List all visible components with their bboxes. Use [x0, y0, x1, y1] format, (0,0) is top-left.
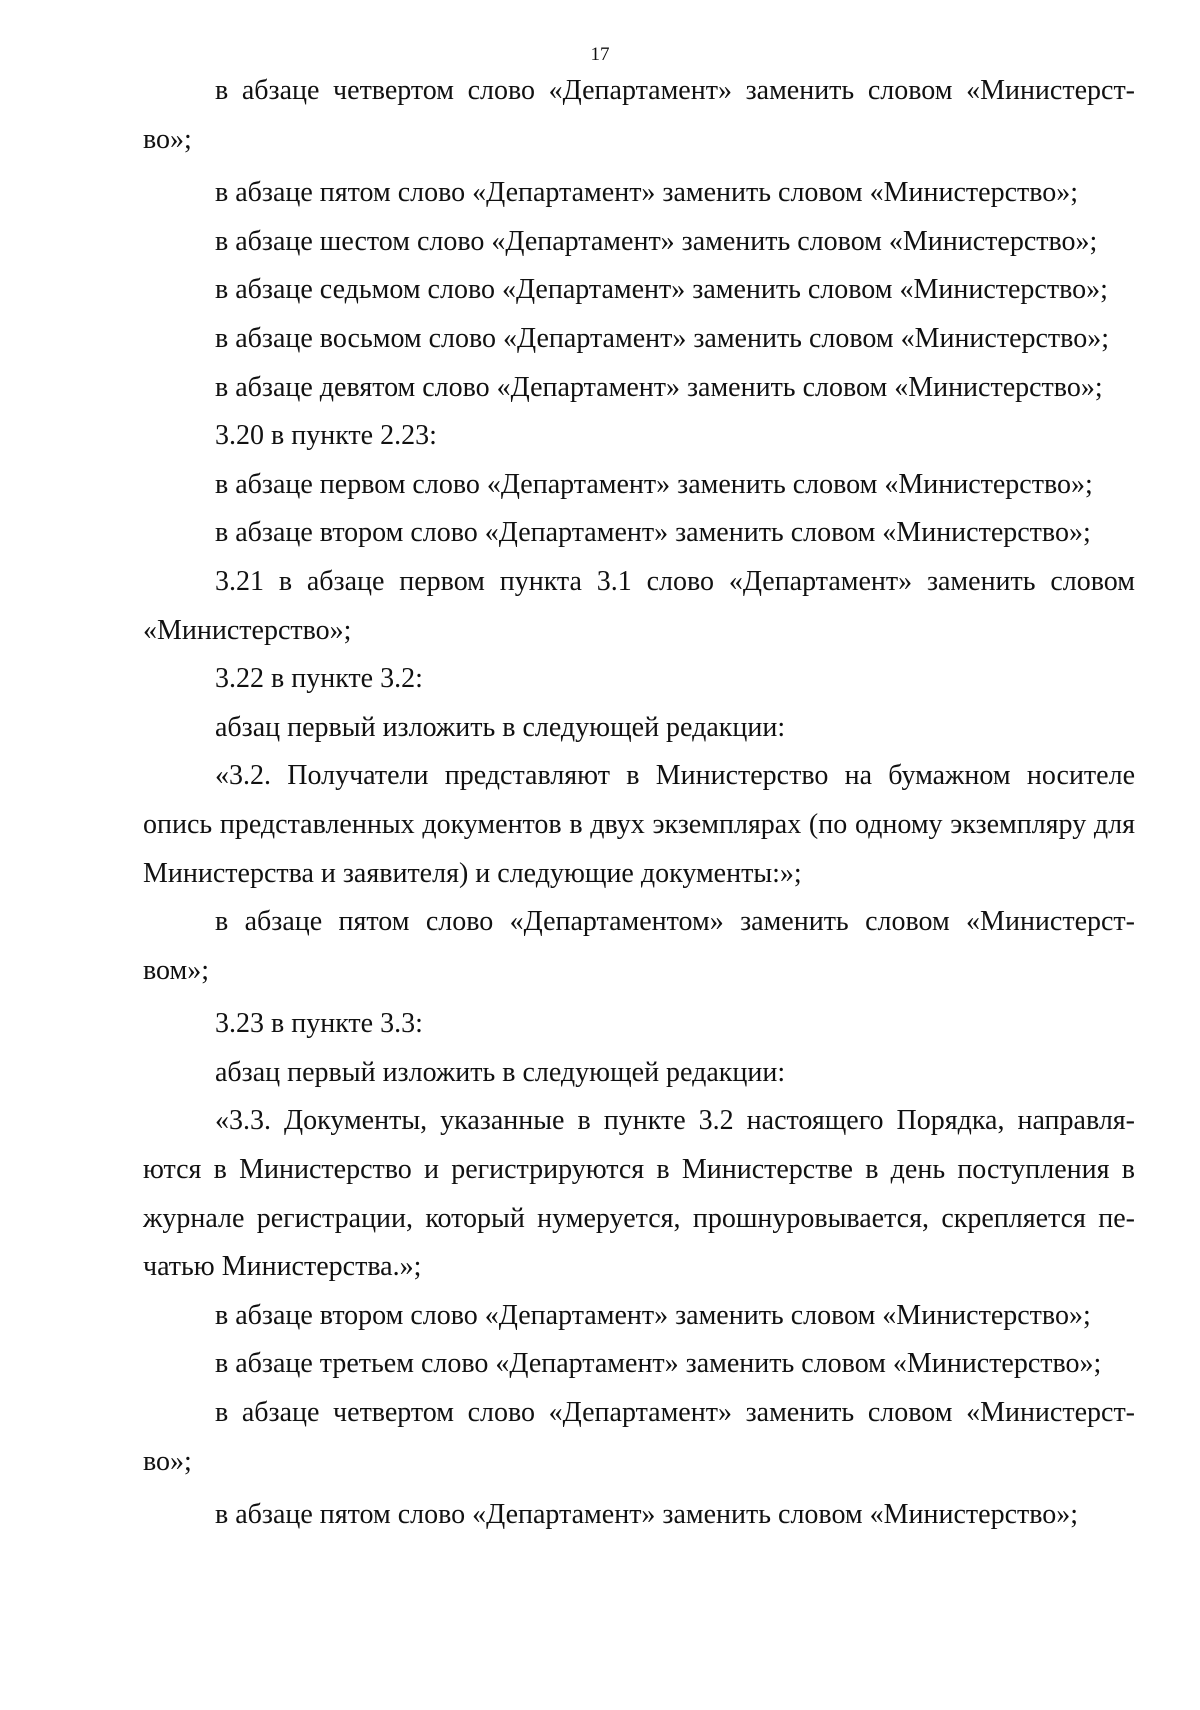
- paragraph: в абзаце четвертом слово «Департамент» заменить словом «Министерст-во»;: [143, 75, 1135, 155]
- paragraph: 3.20 в пункте 2.23:: [215, 420, 437, 452]
- paragraph: в абзаце втором слово «Департамент» заменить словом «Министерство»;: [215, 1299, 1091, 1331]
- paragraph: «3.2. Получатели представляют в Министерство на бумажном носителе опись представленных документов в двух экземплярах (по одному экземпляру для Министерства и заявителя) и следующие документы:»;: [143, 760, 1135, 889]
- paragraph: в абзаце первом слово «Департамент» заменить словом «Министерство»;: [215, 468, 1093, 500]
- paragraph: «3.3. Документы, указанные в пункте 3.2 настоящего Порядка, направля-ются в Министерство и регистрируются в Министерстве в день поступления в журнале регистрации, который нумеруется, прошнуровывается, скрепляется пе-чатью Министерства.»;: [143, 1105, 1135, 1283]
- paragraph: 3.22 в пункте 3.2:: [215, 663, 423, 695]
- paragraph: в абзаце пятом слово «Департамент» заменить словом «Министерство»;: [215, 1499, 1079, 1531]
- paragraph: абзац первый изложить в следующей редакции:: [215, 711, 786, 743]
- document-body: [143, 67, 1135, 1540]
- paragraph: в абзаце третьем слово «Департамент» заменить словом «Министерство»;: [215, 1348, 1102, 1380]
- paragraph: 3.21 в абзаце первом пункта 3.1 слово «Департамент» заменить словом «Министерство»;: [143, 565, 1135, 646]
- paragraph: в абзаце восьмом слово «Департамент» заменить словом «Министерство»;: [215, 322, 1109, 354]
- paragraph: в абзаце девятом слово «Департамент» заменить словом «Министерство»;: [215, 371, 1103, 403]
- paragraph: в абзаце пятом слово «Департамент» заменить словом «Министерство»;: [215, 177, 1079, 209]
- paragraph: в абзаце втором слово «Департамент» заменить словом «Министерство»;: [215, 517, 1091, 549]
- paragraph: в абзаце седьмом слово «Департамент» заменить словом «Министерство»;: [215, 274, 1108, 306]
- paragraph: в абзаце четвертом слово «Департамент» заменить словом «Министерст-во»;: [143, 1397, 1135, 1477]
- paragraph: абзац первый изложить в следующей редакции:: [215, 1056, 786, 1088]
- page-number: 17: [590, 44, 610, 65]
- paragraph: 3.23 в пункте 3.3:: [215, 1008, 423, 1040]
- paragraph: в абзаце пятом слово «Департаментом» заменить словом «Министерст-вом»;: [143, 906, 1135, 986]
- paragraph: в абзаце шестом слово «Департамент» заменить словом «Министерство»;: [215, 225, 1098, 257]
